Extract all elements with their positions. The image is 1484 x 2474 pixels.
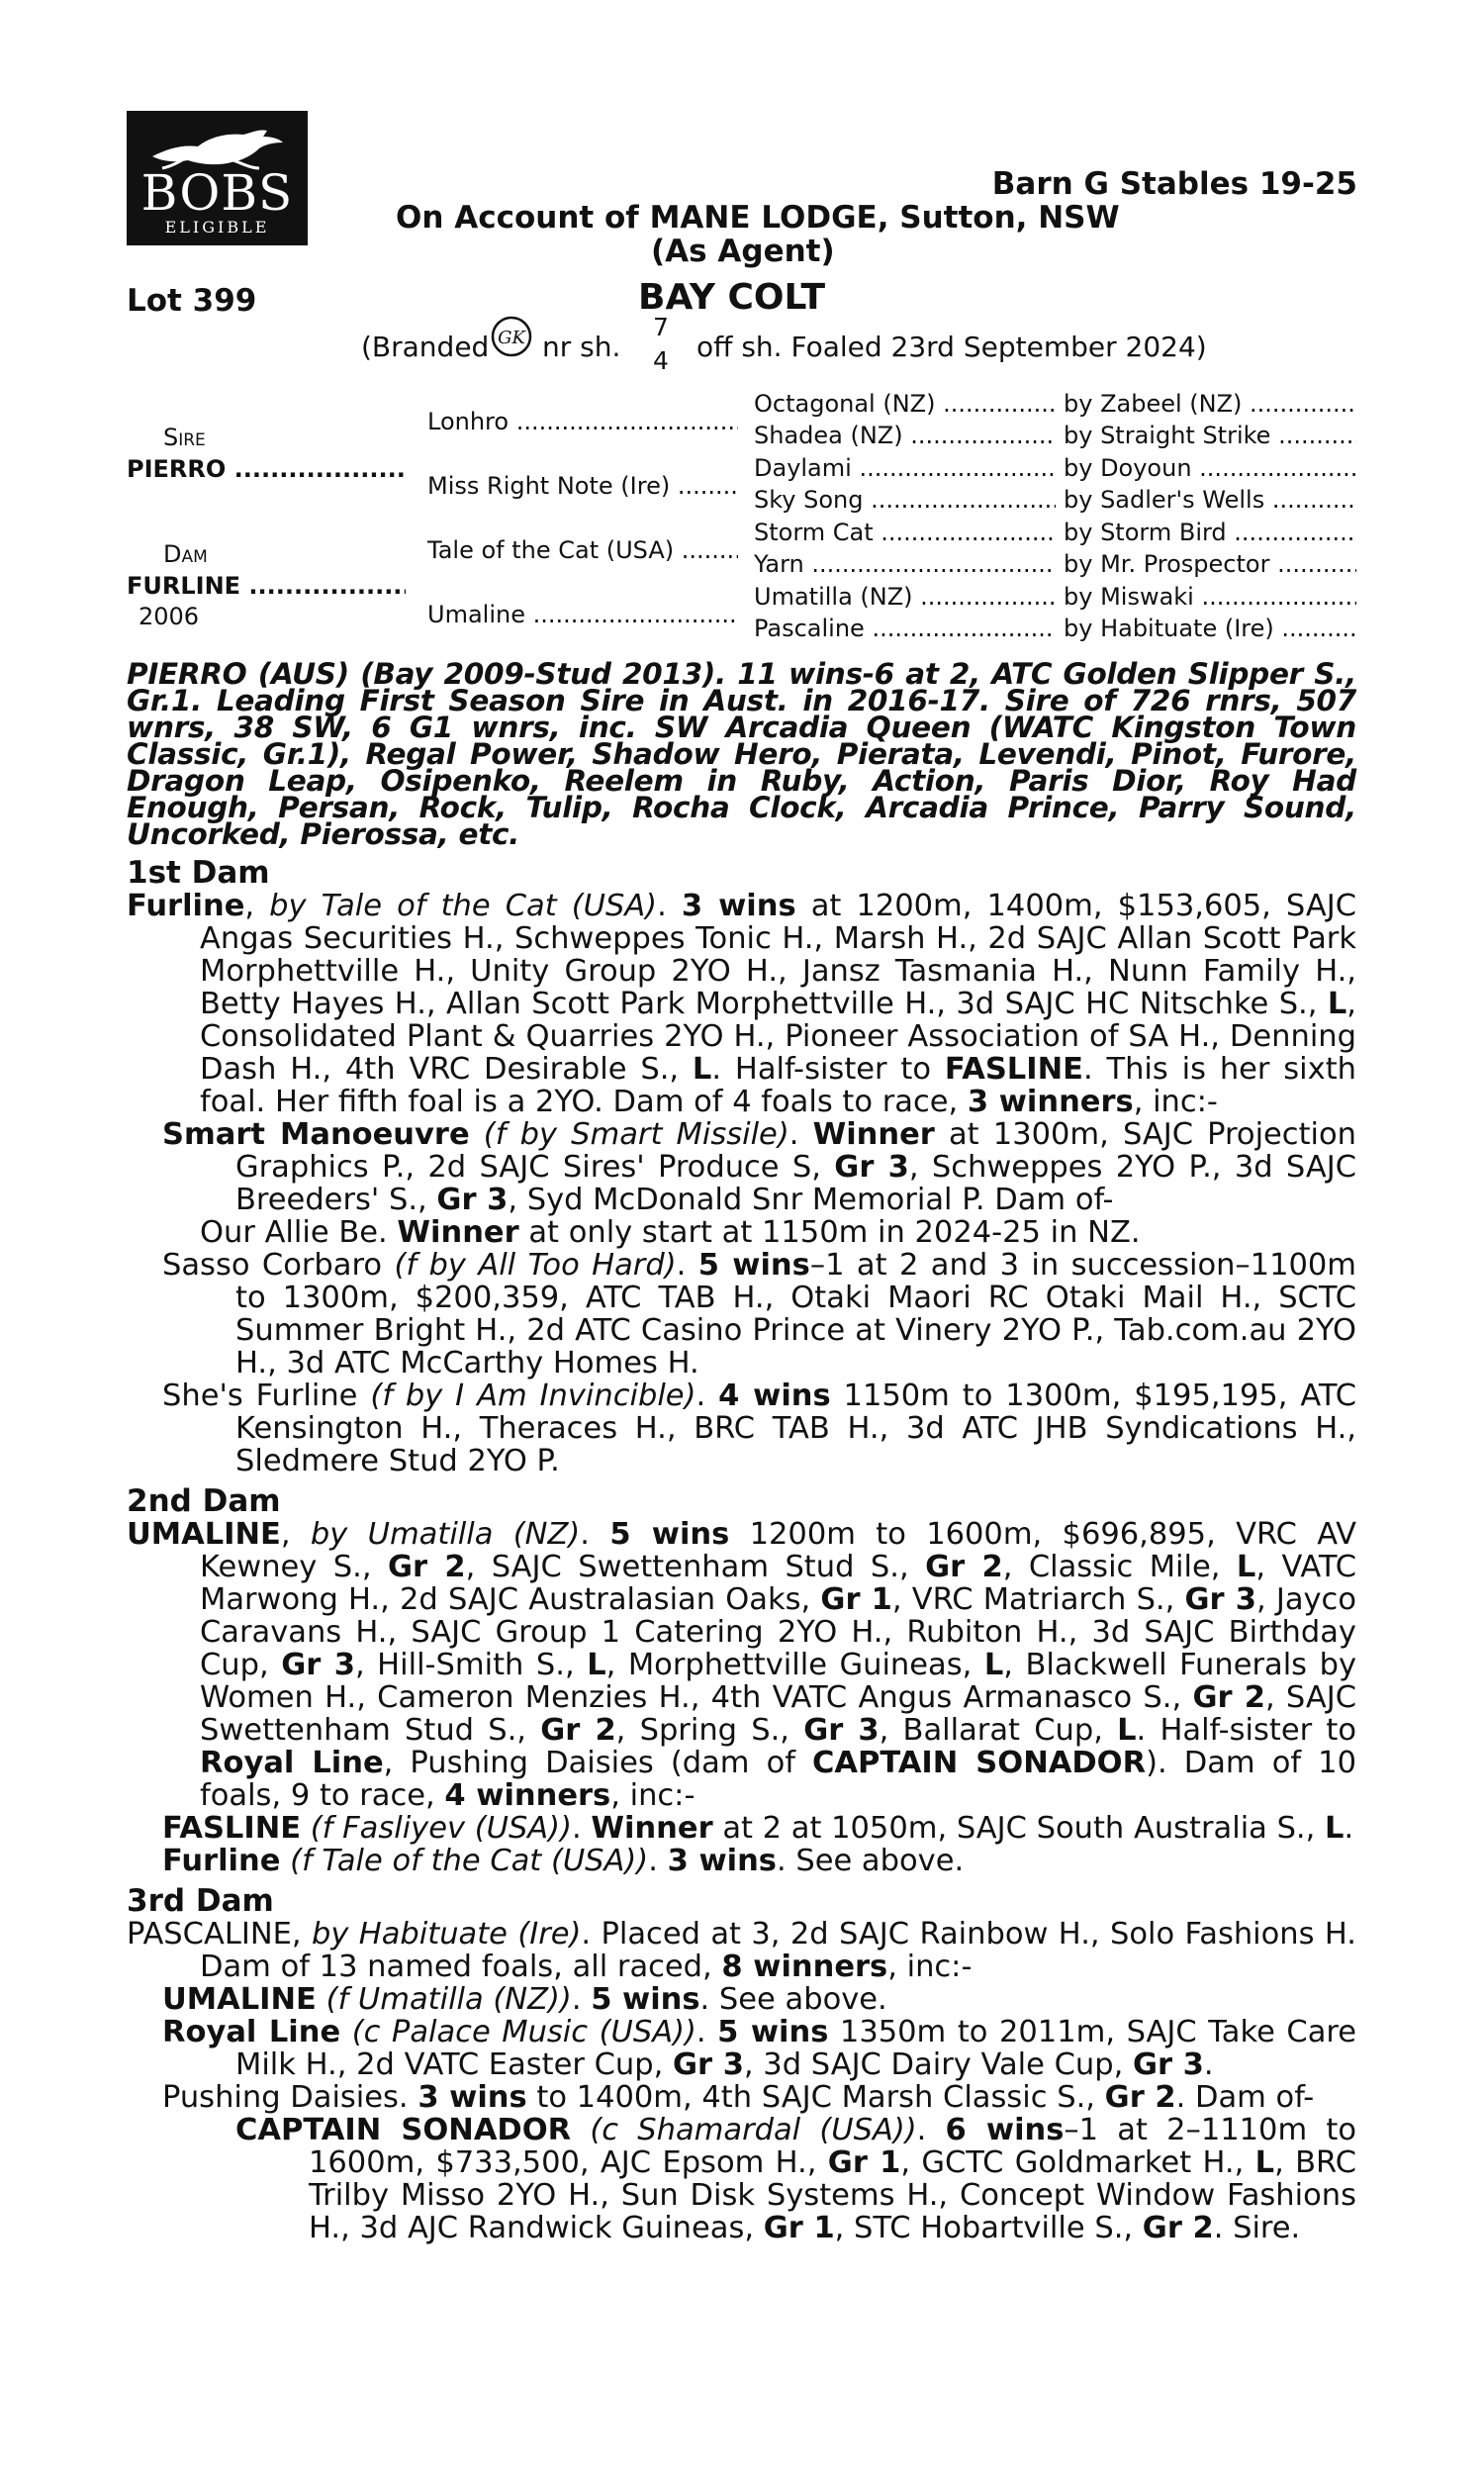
lot-number: Lot 399	[127, 283, 257, 319]
sire-sire: Lonhro .....	[427, 408, 738, 435]
foal-royal-line: Royal Line (c Palace Music (USA)). 5 wins 1350m to 2011m, SAJC Take Care Milk H., 2d VATC Easter Cup, Gr 3, 3d SAJC Dairy Vale Cup, Gr 3.	[162, 2015, 1357, 2082]
third-dam-heading: 3rd Dam	[127, 1883, 274, 1919]
gen3-6-sire: by Mr. Prospector .....	[1064, 550, 1356, 578]
third-dam-record: PASCALINE, by Habituate (Ire). Placed at 3, 2d SAJC Rainbow H., Solo Fashions H. Dam of 13 named foals, all raced, 8 winners, inc:-	[127, 1917, 1356, 1984]
fraction-numerator: 7	[653, 313, 669, 341]
sire-dam: Miss Right Note (Ire) .....	[427, 472, 738, 500]
gen3-1: Octagonal (NZ) .....	[754, 390, 1056, 418]
foaling-info: off sh. Foaled 23rd September 2024)	[696, 331, 1207, 363]
foal-umaline: UMALINE (f Umatilla (NZ)). 5 wins. See above.	[162, 1982, 887, 2017]
foal-fasline: FASLINE (f Fasliyev (USA)). Winner at 2 at 1050m, SAJC South Australia S., L.	[162, 1811, 1354, 1846]
sire-name: PIERRO .....	[127, 455, 406, 483]
brand-prefix: (Branded	[361, 331, 490, 363]
gen3-5: Storm Cat .....	[754, 519, 1056, 546]
foal-sasso-corbaro: Sasso Corbaro (f by All Too Hard). 5 wins–1 at 2 and 3 in succession–1100m to 1300m, $200,359, ATC TAB H., Otaki Maori RC Otaki Mail H., SCTC Summer Bright H., 2d ATC Casino Prince at Vinery 2YO P., Tab.com.au 2YO H., 3d ATC McCarthy Homes H.	[162, 1248, 1357, 1380]
gen3-2: Shadea (NZ) .....	[754, 422, 1056, 449]
brand-mark-icon	[490, 315, 533, 358]
dam-dam: Umaline .....	[427, 601, 738, 628]
sire-description: PIERRO (AUS) (Bay 2009-Stud 2013). 11 wins-6 at 2, ATC Golden Slipper S., Gr.1. Leading First Season Sire in Aust. in 2016-17. Sire of 726 rnrs, 507 wnrs, 38 SW, 6 G1 wnrs, inc. SW Arcadia Queen (WATC Kingston Town Classic, Gr.1), Regal Power, Shadow Hero, Pierata, Levendi, Pinot, Furore, Dragon Leap, Osipenko, Reelem in Ruby, Action, Paris Dior, Roy Had Enough, Persan, Rock, Tulip, Rocha Clock, Arcadia Prince, Parry Sound, Uncorked, Pierossa, etc.	[127, 657, 1356, 851]
foal-shes-furline: She's Furline (f by I Am Invincible). 4 wins 1150m to 1300m, $195,195, ATC Kensington H., Theraces H., BRC TAB H., 3d ATC JHB Syndications H., Sledmere Stud 2YO P.	[162, 1379, 1356, 1478]
bobs-eligible-logo	[127, 111, 308, 245]
dam-year: 2006	[139, 603, 200, 630]
svg-text:GK: GK	[498, 328, 525, 348]
gen3-7: Umatilla (NZ) .....	[754, 583, 1056, 611]
foal-smart-manoeuvre: Smart Manoeuvre (f by Smart Missile). Winner at 1300m, SAJC Projection Graphics P., 2d SAJC Sires' Produce S, Gr 3, Schweppes 2YO P., 3d SAJC Breeders' S., Gr 3, Syd McDonald Snr Memorial P. Dam of-	[162, 1117, 1357, 1217]
barn-location: Barn G Stables 19-25	[991, 166, 1357, 202]
lot-title: BAY COLT	[638, 277, 826, 318]
produce-our-allie-be: Our Allie Be. Winner at only start at 1150m in 2024-25 in NZ.	[200, 1215, 1141, 1250]
vendor-account: On Account of MANE LODGE, Sutton, NSW	[396, 200, 1120, 236]
sire-description-block	[127, 657, 1356, 851]
grandfoal-captain-sonador: CAPTAIN SONADOR (c Shamardal (USA)). 6 wins–1 at 2–1110m to 1600m, $733,500, AJC Epsom H., Gr 1, GCTC Goldmarket H., L, BRC Trilby Misso 2YO H., Sun Disk Systems H., Concept Window Fashions H., 3d AJC Randwick Guineas, Gr 1, STC Hobartville S., Gr 2. Sire.	[235, 2113, 1357, 2245]
gen3-4-sire: by Sadler's Wells .....	[1064, 486, 1356, 514]
agent-note: (As Agent)	[651, 234, 835, 269]
gen3-5-sire: by Storm Bird .....	[1064, 519, 1356, 546]
gen3-8: Pascaline .....	[754, 615, 1056, 642]
gen3-8-sire: by Habituate (Ire) .....	[1064, 615, 1356, 642]
gen3-1-sire: by Zabeel (NZ) .....	[1064, 390, 1356, 418]
gen3-3-sire: by Doyoun .....	[1064, 454, 1356, 482]
gen3-4: Sky Song .....	[754, 486, 1056, 514]
second-dam-heading: 2nd Dam	[127, 1483, 281, 1519]
first-dam-record: Furline, by Tale of the Cat (USA). 3 wins at 1200m, 1400m, $153,605, SAJC Angas Securities H., Schweppes Tonic H., Marsh H., 2d SAJC Allan Scott Park Morphettville H., Unity Group 2YO H., Jansz Tasmania H., Nunn Family H., Betty Hayes H., Allan Scott Park Morphettville H., 3d SAJC HC Nitschke S., L, Consolidated Plant & Quarries 2YO H., Pioneer Association of SA H., Denning Dash H., 4th VRC Desirable S., L. Half-sister to FASLINE. This is her sixth foal. Her fifth foal is a 2YO. Dam of 4 foals to race, 3 winners, inc:-	[127, 889, 1357, 1119]
produce-record	[127, 857, 1356, 2244]
dam-label: Dam	[163, 540, 208, 568]
gen3-2-sire: by Straight Strike .....	[1064, 422, 1356, 449]
foal-furline: Furline (f Tale of the Cat (USA)). 3 wins. See above.	[162, 1844, 965, 1878]
second-dam-record: UMALINE, by Umatilla (NZ). 5 wins 1200m to 1600m, $696,895, VRC AV Kewney S., Gr 2, SAJC Swettenham Stud S., Gr 2, Classic Mile, L, VATC Marwong H., 2d SAJC Australasian Oaks, Gr 1, VRC Matriarch S., Gr 3, Jayco Caravans H., SAJC Group 1 Catering 2YO H., Rubiton H., 3d SAJC Birthday Cup, Gr 3, Hill-Smith S., L, Morphettville Guineas, L, Blackwell Funerals by Women H., Cameron Menzies H., 4th VATC Angus Armanasco S., Gr 2, SAJC Swettenham Stud S., Gr 2, Spring S., Gr 3, Ballarat Cup, L. Half-sister to Royal Line, Pushing Daisies (dam of CAPTAIN SONADOR). Dam of 10 foals, 9 to race, 4 winners, inc:-	[127, 1517, 1357, 1813]
gen3-3: Daylami .....	[754, 454, 1056, 482]
fraction-denominator: 4	[653, 346, 669, 375]
logo-text-eligible: ELIGIBLE	[164, 218, 270, 237]
dam-sire: Tale of the Cat (USA) .....	[427, 536, 738, 564]
gen3-7-sire: by Miswaki .....	[1064, 583, 1356, 611]
logo-text-bobs: BOBS	[140, 164, 294, 222]
dam-name: FURLINE .....	[127, 572, 406, 600]
sire-label: Sire	[163, 424, 206, 451]
first-dam-heading: 1st Dam	[127, 855, 270, 891]
brand-nr-sh: nr sh.	[542, 331, 621, 363]
foal-pushing-daisies: Pushing Daisies. 3 wins to 1400m, 4th SAJC Marsh Classic S., Gr 2. Dam of-	[162, 2080, 1315, 2115]
gen3-6: Yarn .....	[754, 550, 1056, 578]
